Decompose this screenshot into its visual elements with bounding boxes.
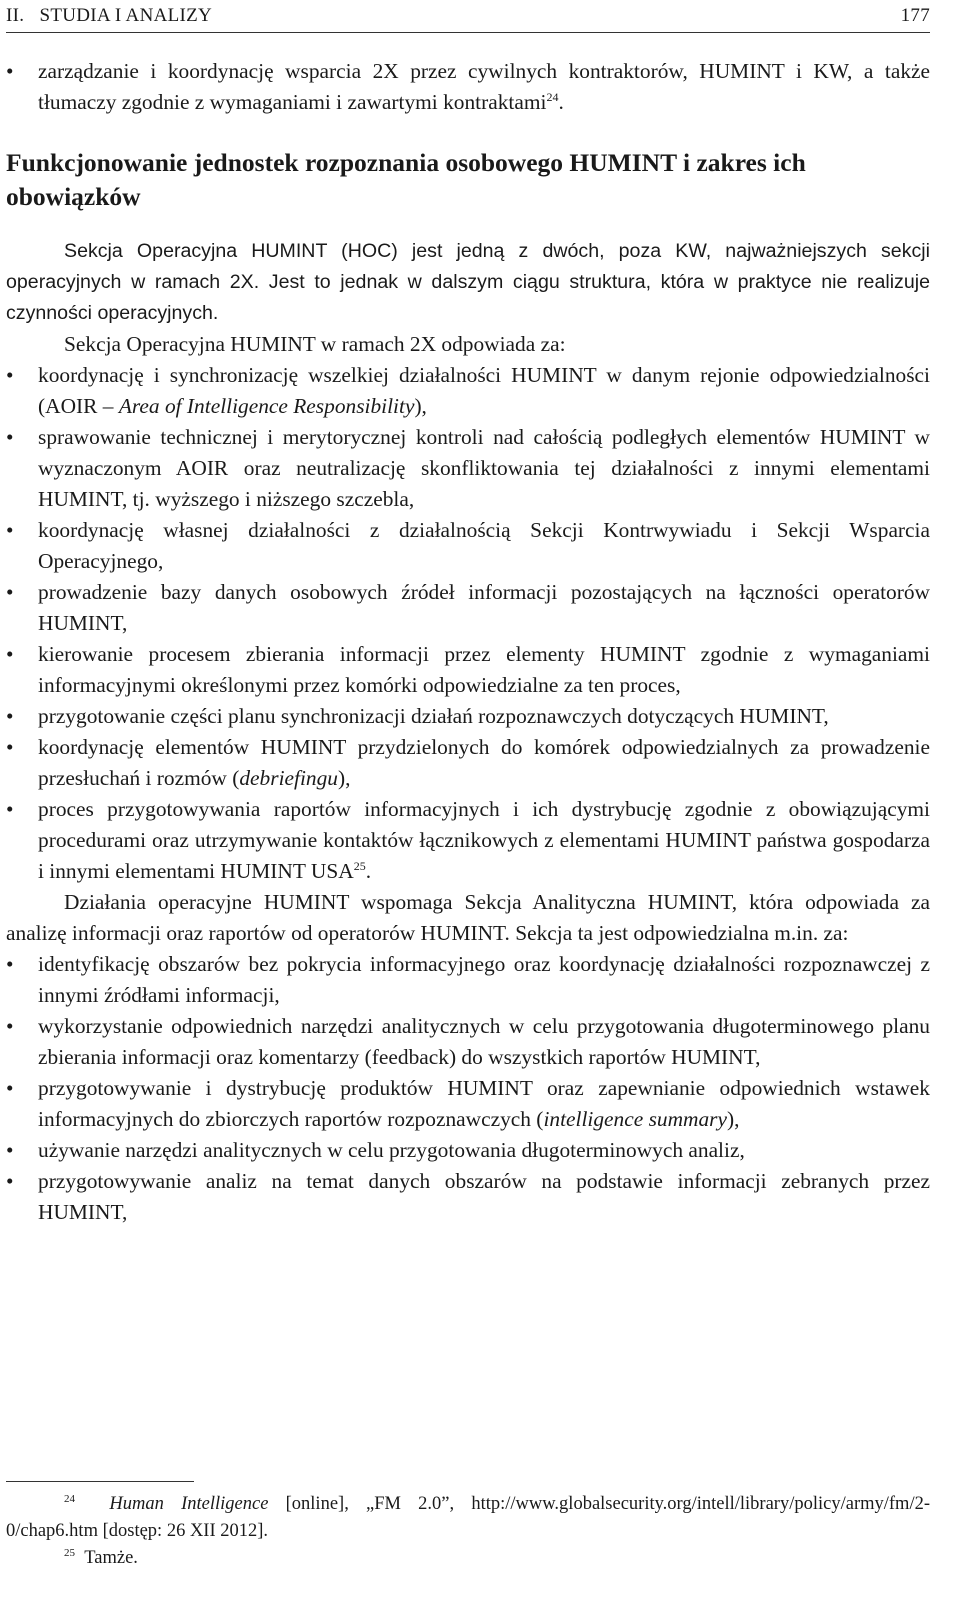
paragraph: Sekcja Operacyjna HUMINT w ramach 2X odpowiada za: (64, 332, 566, 356)
section-title: II. STUDIA I ANALIZY (6, 5, 213, 26)
footnote-24: $^{24}$ Human Intelligence [online], „FM 2.0”, http://www.globalsecurity.org/intell/library/policy/army/fm/2-0/chap6.htm [dostęp: 26 XII 2012]. (6, 1492, 930, 1541)
running-header (6, 2, 930, 33)
list-item: • kierowanie procesem zbierania informacji przez elementy HUMINT zgodnie z wymaganiami informacyjnymi określonymi przez komórki odpowiedzialne za ten proces, (6, 639, 930, 701)
list-item: • prowadzenie bazy danych osobowych źródeł informacji pozostających na łączności operatorów HUMINT, (6, 577, 930, 639)
footnote-ref-25[interactable]: 25 (353, 858, 366, 873)
list-item: • identyfikację obszarów bez pokrycia informacyjnego oraz koordynację działalności rozpoznawczej z innymi źródłami informacji, (6, 949, 930, 1011)
top-bullet-list (6, 56, 930, 118)
body-text (6, 56, 930, 1228)
list-item: • przygotowywanie analiz na temat danych obszarów na podstawie informacji zebranych przez HUMINT, (6, 1166, 930, 1228)
list-item: • zarządzanie i koordynację wsparcia 2X przez cywilnych kontraktorów, HUMINT i KW, a także tłumaczy zgodnie z wymaganiami i zawartymi kontraktami$^{24}$. (6, 56, 930, 118)
footnote-ref-24[interactable]: 24 (546, 89, 559, 104)
footnote-divider (6, 1481, 194, 1482)
list-item: • proces przygotowywania raportów informacyjnych i ich dystrybucję zgodnie z obowiązującymi procedurami oraz utrzymywanie kontaktów łącznikowych z elementami HUMINT państwa gospodarza i innymi elementami HUMINT USA$^{25}$. (6, 794, 930, 887)
list-item: • używanie narzędzi analitycznych w celu przygotowania długoterminowych analiz, (6, 1135, 930, 1166)
list-item: • wykorzystanie odpowiednich narzędzi analitycznych w celu przygotowania długoterminowego planu zbierania informacji oraz komentarzy (feedback) do wszystkich raportów HUMINT, (6, 1011, 930, 1073)
list-item: • przygotowywanie i dystrybucję produktów HUMINT oraz zapewnianie odpowiednich wstawek informacyjnych do zbiorczych raportów rozpoznawczych (intelligence summary), (6, 1073, 930, 1135)
footnotes (6, 1491, 930, 1572)
paragraph: Działania operacyjne HUMINT wspomaga Sekcja Analityczna HUMINT, która odpowiada za analizę informacji oraz raportów od operatorów HUMINT. Sekcja ta jest odpowiedzialna m.in. za: (6, 890, 930, 945)
footnote-25: $^{25}$ Tamże. (64, 1546, 138, 1568)
section-heading: Funkcjonowanie jednostek rozpoznania osobowego HUMINT i zakres ich obowiązków (6, 148, 806, 211)
paragraph: Sekcja Operacyjna HUMINT (HOC) jest jedną z dwóch, poza KW, najważniejszych sekcji operacyjnych w ramach 2X. Jest to jednak w dalszym ciągu struktura, która w praktyce nie realizuje czynności operacyjnych. (6, 240, 930, 324)
list-item: • koordynację i synchronizację wszelkiej działalności HUMINT w danym rejonie odpowiedzialności (AOIR – Area of Intelligence Responsibility), (6, 360, 930, 422)
list-item: • koordynację elementów HUMINT przydzielonych do komórek odpowiedzialnych za prowadzenie przesłuchań i rozmów (debriefingu), (6, 732, 930, 794)
analytical-section-list (6, 949, 930, 1228)
list-item: • sprawowanie technicznej i merytorycznej kontroli nad całością podległych elementów HUMINT w wyznaczonym AOIR oraz neutralizację skonfliktowania tej działalności z innymi elementami HUMINT, tj. wyższego i niższego szczebla, (6, 422, 930, 515)
list-item: • przygotowanie części planu synchronizacji działań rozpoznawczych dotyczących HUMINT, (6, 701, 930, 732)
list-item: • koordynację własnej działalności z działalnością Sekcji Kontrwywiadu i Sekcji Wsparcia Operacyjnego, (6, 515, 930, 577)
page-number: 177 (900, 5, 930, 26)
responsibilities-list (6, 360, 930, 887)
